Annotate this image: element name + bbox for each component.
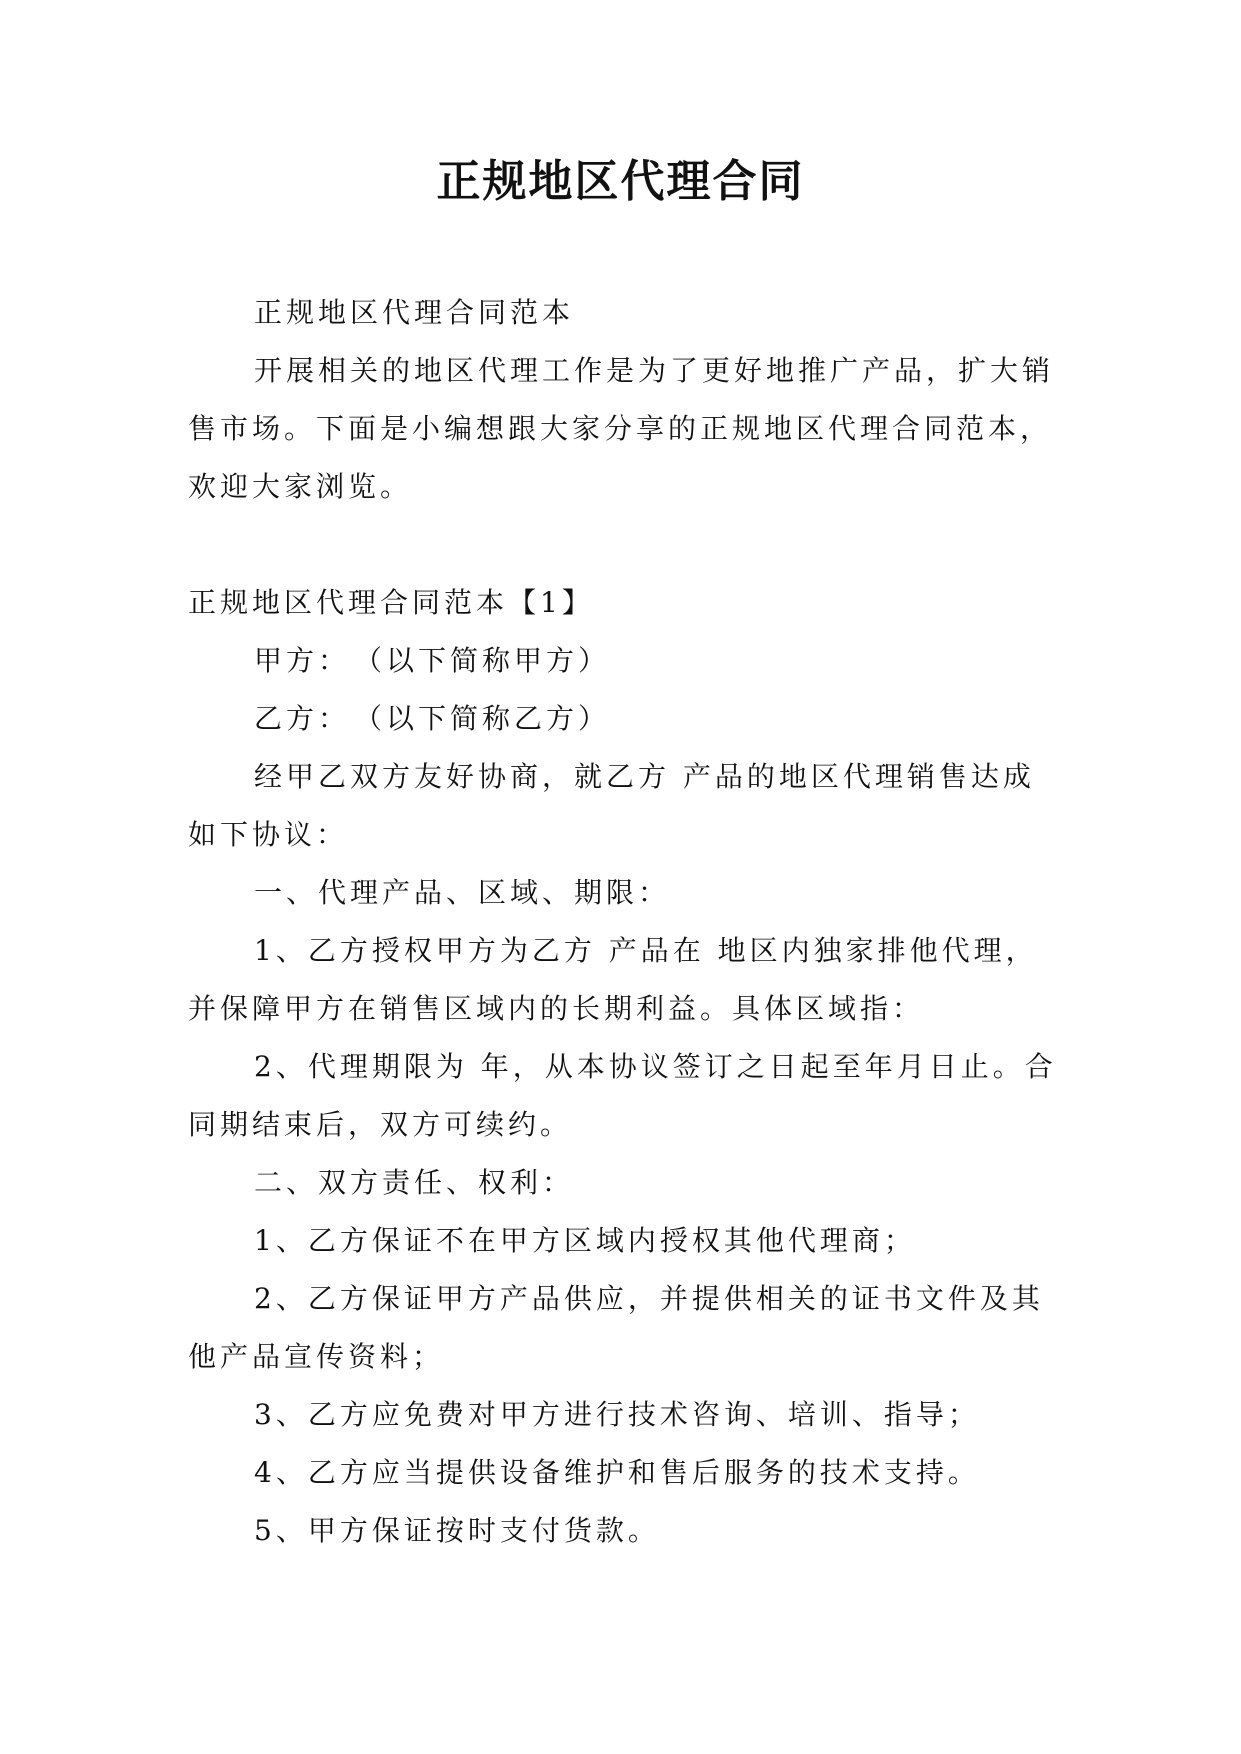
subtitle: 正规地区代理合同范本: [254, 296, 575, 329]
clause-1-item-1: 1、乙方授权甲方为乙方 产品在 地区内独家排他代理，并保障甲方在销售区域内的长期利益。具体区域指：: [188, 934, 1038, 1025]
party-b-line: 乙方： （以下简称乙方）: [254, 702, 611, 735]
clause-2-item-4: 4、乙方应当提供设备维护和售后服务的技术支持。: [254, 1456, 980, 1489]
clause-2-item-2: 2、乙方保证甲方产品供应，并提供相关的证书文件及其他产品宣传资料；: [188, 1282, 1044, 1373]
party-a-line: 甲方： （以下简称甲方）: [254, 644, 611, 677]
clause-2-item-1: 1、乙方保证不在甲方区域内授权其他代理商；: [254, 1224, 916, 1257]
clause-1-heading: 一、代理产品、区域、期限：: [254, 876, 671, 909]
clause-2-item-5: 5、甲方保证按时支付货款。: [254, 1514, 660, 1547]
clause-2-item-3: 3、乙方应免费对甲方进行技术咨询、培训、指导；: [254, 1398, 980, 1431]
clause-1-item-2: 2、代理期限为 年，从本协议签订之日起至年月日止。合同期结束后，双方可续约。: [188, 1050, 1057, 1141]
document-title: 正规地区代理合同: [436, 156, 805, 207]
section-heading: 正规地区代理合同范本【1】: [188, 586, 594, 619]
paragraph-gap: [188, 516, 1058, 574]
preamble-paragraph: 经甲乙双方友好协商，就乙方 产品的地区代理销售达成如下协议：: [188, 760, 1035, 851]
clause-2-heading: 二、双方责任、权利：: [254, 1166, 575, 1199]
intro-paragraph: 开展相关的地区代理工作是为了更好地推广产品，扩大销售市场。下面是小编想跟大家分享的正规地区代理合同范本，欢迎大家浏览。: [188, 354, 1055, 503]
document-body: [188, 284, 1058, 1560]
